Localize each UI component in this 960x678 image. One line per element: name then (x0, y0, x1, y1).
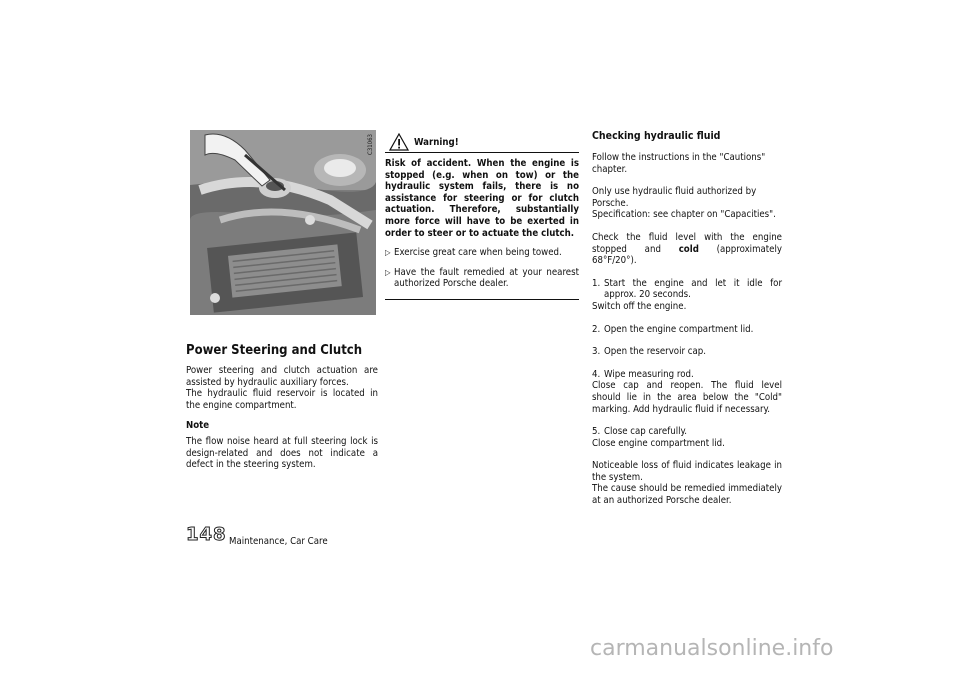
bullet-arrow-icon: ▷ (385, 267, 391, 277)
step-item: 3. Open the reservoir cap. (592, 346, 707, 358)
watermark: carmanualsonline.info (590, 636, 834, 661)
warning-text: Risk of accident. When the engine is stopped (e.g. when on tow) or the hydraulic system fails, there is no assistance for steering or for clutch actuation. Therefore, substantially more force will have to be exerted in order to steer or to actuate the clutch. (385, 158, 579, 239)
section-label: Maintenance, Car Care (229, 536, 328, 547)
step-item: 4. Wipe measuring rod. Close cap and reopen. The fluid level should lie in the area below the "Cold" marking. Add hydraulic fluid if necessary. (592, 368, 782, 415)
section-heading-checking-fluid: Checking hydraulic fluid (592, 130, 721, 142)
checking-fluid-text (592, 152, 782, 507)
fluid-paragraph: Only use hydraulic fluid authorized by Porsche. (592, 186, 757, 209)
page-number: 148 (186, 524, 227, 545)
power-steering-text (186, 365, 378, 471)
intro-paragraph-2: The hydraulic fluid reservoir is located in the engine compartment. (186, 388, 378, 411)
bullet-arrow-icon: ▷ (385, 248, 391, 258)
warning-bullet: ▷ Exercise great care when being towed. (385, 247, 562, 259)
section-heading-power-steering: Power Steering and Clutch (186, 343, 363, 358)
intro-paragraph-1: Power steering and clutch actuation are assisted by hydraulic auxiliary forces. (186, 365, 378, 388)
check-level-paragraph: Check the fluid level with the engine stopped and cold (approximately 68°F/20°). (592, 231, 782, 267)
step-item: 5. Close cap carefully. Close engine compartment lid. (592, 426, 725, 449)
warning-divider (385, 299, 579, 300)
step-item: 2. Open the engine compartment lid. (592, 323, 754, 335)
cautions-paragraph: Follow the instructions in the "Cautions" chapter. (592, 152, 766, 175)
warning-triangle-icon (389, 133, 409, 151)
warning-bullet: ▷ Have the fault remedied at your nearest authorized Porsche dealer. (385, 266, 579, 290)
warning-heading: Warning! (414, 137, 459, 149)
warning-box (385, 131, 579, 300)
photo-code: C31063 (367, 134, 374, 155)
step-item: 1. Start the engine and let it idle for approx. 20 seconds. Switch off the engine. (592, 277, 782, 312)
specification-paragraph: Specification: see chapter on "Capacities". (592, 209, 776, 221)
warning-header (385, 131, 579, 153)
leakage-paragraph: Noticeable loss of fluid indicates leakage in the system. (592, 460, 782, 483)
dealer-paragraph: The cause should be remedied immediately at an authorized Porsche dealer. (592, 483, 782, 507)
note-heading: Note (186, 420, 210, 432)
note-text: The flow noise heard at full steering lock is design-related and does not indicate a defect in the steering system. (186, 435, 378, 471)
engine-photo (190, 130, 376, 315)
